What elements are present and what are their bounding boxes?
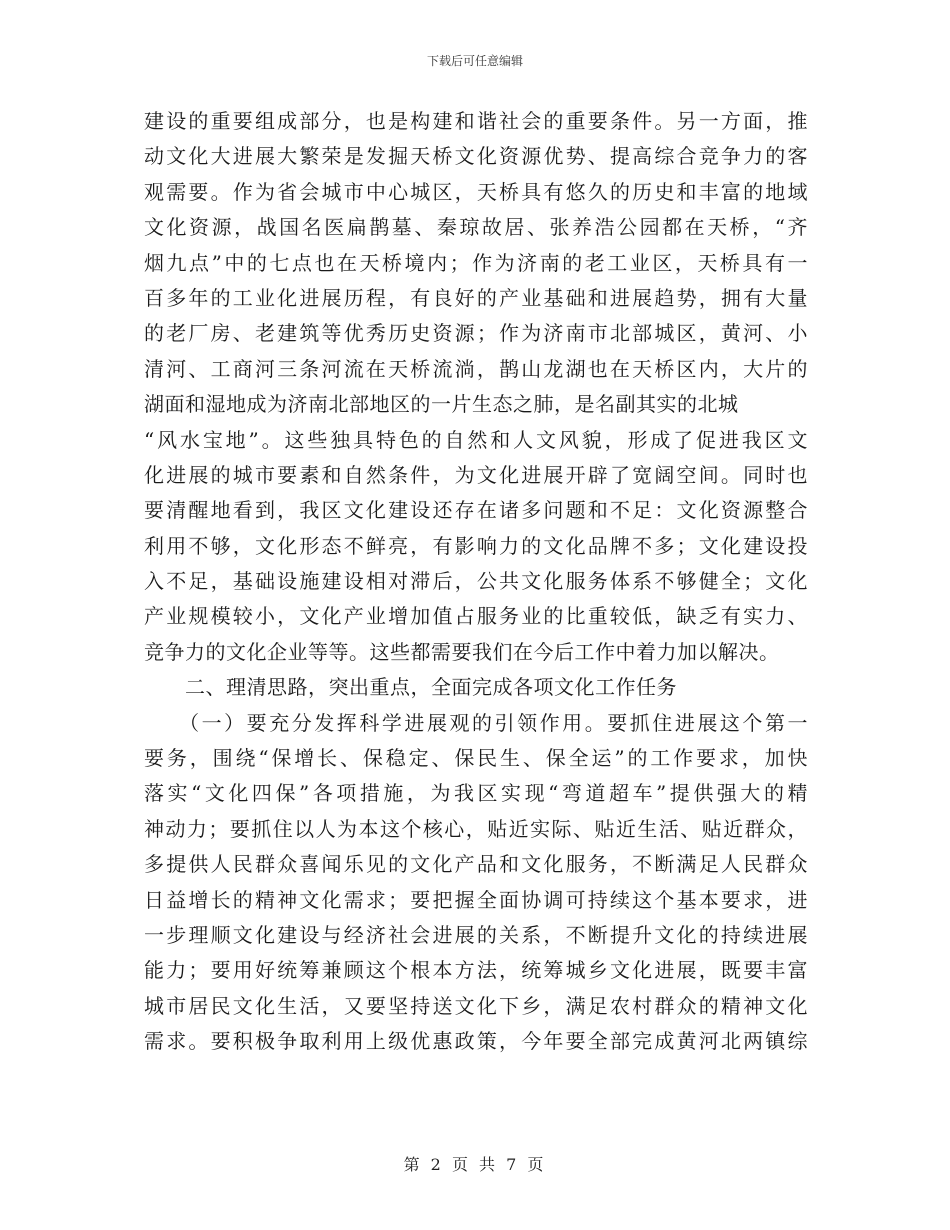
text-line: 日益增长的精神文化需求；要把握全面协调可持续这个基本要求，进 bbox=[144, 887, 808, 912]
text-line: 湖面和湿地成为济南北部地区的一片生态之肺，是名副其实的北城 bbox=[144, 392, 739, 417]
text-line: 要务，围绕“保增长、保稳定、保民生、保全运”的工作要求，加快 bbox=[144, 746, 808, 771]
text-line: 观需要。作为省会城市中心城区，天桥具有悠久的历史和丰富的地域 bbox=[144, 179, 808, 204]
text-line: （一）要充分发挥科学进展观的引领作用。要抓住进展这个第一 bbox=[144, 710, 808, 735]
text-line: 落实“文化四保”各项措施，为我区实现“弯道超车”提供强大的精 bbox=[144, 781, 808, 806]
text-line: 清河、工商河三条河流在天桥流淌，鹊山龙湖也在天桥区内，大片的 bbox=[144, 356, 808, 381]
text-line: 神动力；要抓住以人为本这个核心，贴近实际、贴近生活、贴近群众， bbox=[144, 816, 808, 841]
text-line: “风水宝地”。这些独具特色的自然和人文风貌，形成了促进我区文 bbox=[144, 427, 808, 452]
text-line: 文化资源，战国名医扁鹊墓、秦琼故居、张养浩公园都在天桥，“齐 bbox=[144, 215, 808, 240]
text-line: 要清醒地看到，我区文化建设还存在诸多问题和不足：文化资源整合 bbox=[144, 498, 808, 523]
text-line: 动文化大进展大繁荣是发掘天桥文化资源优势、提高综合竞争力的客 bbox=[144, 144, 808, 169]
text-line: 城市居民文化生活，又要坚持送文化下乡，满足农村群众的精神文化 bbox=[144, 993, 808, 1018]
text-line: 多提供人民群众喜闻乐见的文化产品和文化服务，不断满足人民群众 bbox=[144, 852, 808, 877]
text-line: 产业规模较小，文化产业增加值占服务业的比重较低，缺乏有实力、 bbox=[144, 604, 808, 629]
text-line: 化进展的城市要素和自然条件，为文化进展开辟了宽阔空间。同时也 bbox=[144, 462, 808, 487]
text-line: 的老厂房、老建筑等优秀历史资源；作为济南市北部城区，黄河、小 bbox=[144, 321, 808, 346]
text-line: 入不足，基础设施建设相对滞后，公共文化服务体系不够健全；文化 bbox=[144, 569, 808, 594]
text-line: 能力；要用好统筹兼顾这个根本方法，统筹城乡文化进展，既要丰富 bbox=[144, 958, 808, 983]
page-header-note: 下载后可任意编辑 bbox=[426, 54, 523, 68]
section-heading: 二、理清思路，突出重点，全面完成各项文化工作任务 bbox=[144, 675, 677, 700]
text-line: 百多年的工业化进展历程，有良好的产业基础和进展趋势，拥有大量 bbox=[144, 285, 808, 310]
text-line: 一步理顺文化建设与经济社会进展的关系，不断提升文化的持续进展 bbox=[144, 922, 808, 947]
text-line: 建设的重要组成部分，也是构建和谐社会的重要条件。另一方面，推 bbox=[144, 109, 808, 133]
text-line: 需求。要积极争取利用上级优惠政策，今年要全部完成黄河北两镇综 bbox=[144, 1029, 808, 1054]
text-line: 竞争力的文化企业等等。这些都需要我们在今后工作中着力加以解决。 bbox=[144, 639, 780, 664]
text-line: 利用不够，文化形态不鲜亮，有影响力的文化品牌不多；文化建设投 bbox=[144, 533, 808, 558]
text-line: 烟九点”中的七点也在天桥境内；作为济南的老工业区，天桥具有一 bbox=[144, 250, 808, 275]
page-number: 第 2 页 共 7 页 bbox=[403, 1155, 547, 1174]
document-body bbox=[144, 104, 808, 1060]
